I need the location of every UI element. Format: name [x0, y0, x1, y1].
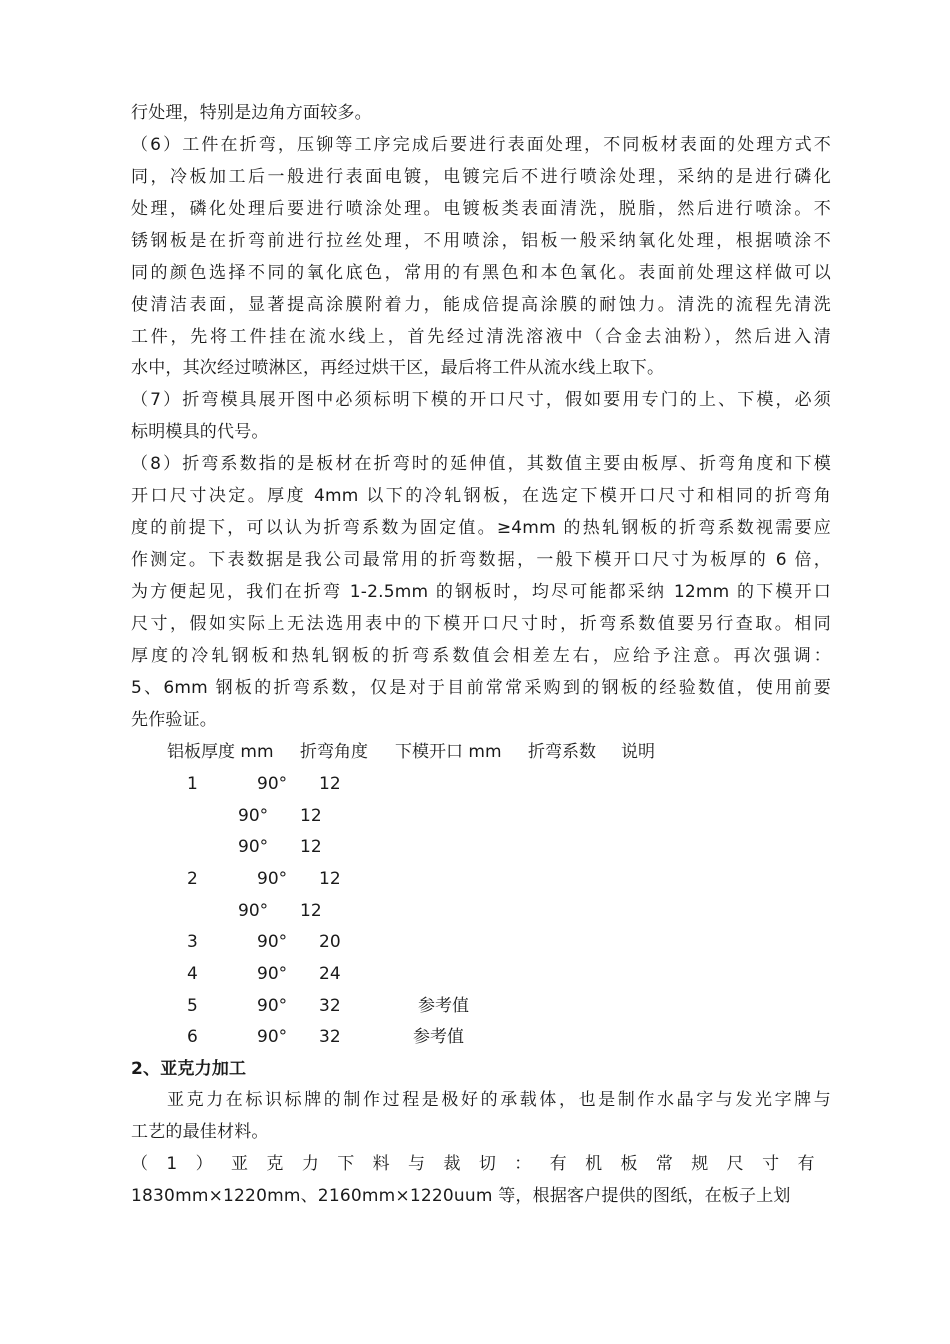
table-cell-thickness: 5: [187, 996, 198, 1016]
paragraph-8-line: 开口尺寸决定。厚度 4mm 以下的冷轧钢板，在选定下模开口尺寸和相同的折弯角: [131, 486, 831, 506]
table-cell-angle: 90°: [257, 774, 288, 794]
table-cell-opening: 12: [300, 837, 322, 857]
table-cell-opening: 12: [300, 901, 322, 921]
paragraph-8-line: 尺寸，假如实际上无法选用表中的下模开口尺寸时，折弯系数值要另行查取。相同: [131, 614, 831, 634]
table-cell-angle: 90°: [238, 806, 269, 826]
table-cell-thickness: 3: [187, 932, 198, 952]
table-cell-opening: 12: [319, 774, 341, 794]
table-cell-angle: 90°: [257, 964, 288, 984]
paragraph-6-line: （6）工件在折弯，压铆等工序完成后要进行表面处理，不同板材表面的处理方式不: [131, 135, 831, 155]
table-cell-angle: 90°: [257, 1027, 288, 1047]
table-cell-opening: 20: [319, 932, 341, 952]
table-cell-opening: 12: [300, 806, 322, 826]
paragraph-8-line: 厚度的冷轧钢板和热轧钢板的折弯系数值会相差左右，应给予注意。再次强调：: [131, 646, 831, 666]
table-cell-note: 参考值: [413, 1027, 464, 1047]
table-header: 下模开口 mm: [395, 742, 502, 762]
paragraph-7-line: （7）折弯模具展开图中必须标明下模的开口尺寸，假如要用专门的上、下模，必须: [131, 390, 831, 410]
table-cell-angle: 90°: [238, 837, 269, 857]
intro-line: 工艺的最佳材料。: [131, 1122, 269, 1142]
table-header: 说明: [621, 742, 655, 762]
paragraph-8-line: 先作验证。: [131, 710, 217, 730]
table-cell-thickness: 2: [187, 869, 198, 889]
paragraph-8-line: 度的前提下，可以认为折弯系数为固定值。≥4mm 的热轧钢板的折弯系数视需要应: [131, 518, 831, 538]
paragraph-6-line: 同，冷板加工后一般进行表面电镀，电镀完后不进行喷涂处理，采纳的是进行磷化: [131, 167, 831, 187]
paragraph-7-line: 标明模具的代号。: [131, 422, 269, 442]
table-header: 折弯系数: [528, 742, 596, 762]
table-cell-opening: 32: [319, 1027, 341, 1047]
paragraph-6-line: 同的颜色选择不同的氧化底色，常用的有黑色和本色氧化。表面前处理这样做可以: [131, 263, 831, 283]
paragraph-6-line: 处理，磷化处理后要进行喷涂处理。电镀板类表面清洗，脱脂，然后进行喷涂。不: [131, 199, 831, 219]
paragraph-8-line: 作测定。下表数据是我公司最常用的折弯数据，一般下模开口尺寸为板厚的 6 倍，: [131, 550, 831, 570]
section-heading: 2、亚克力加工: [131, 1059, 247, 1079]
paragraph-6-line: 水中，其次经过喷淋区，再经过烘干区，最后将工件从流水线上取下。: [131, 358, 665, 378]
paragraph-8-line: 5、6mm 钢板的折弯系数，仅是对于目前常常采购到的钢板的经验数值，使用前要: [131, 678, 831, 698]
table-cell-opening: 32: [319, 996, 341, 1016]
table-cell-thickness: 6: [187, 1027, 198, 1047]
table-cell-thickness: 4: [187, 964, 198, 984]
paragraph-8-line: 为方便起见，我们在折弯 1-2.5mm 的钢板时，均尽可能都采纳 12mm 的下模开口: [131, 582, 831, 602]
paragraph-6-line: 工件，先将工件挂在流水线上，首先经过清洗溶液中（合金去油粉），然后进入清: [131, 327, 831, 347]
table-cell-angle: 90°: [257, 932, 288, 952]
table-cell-angle: 90°: [257, 996, 288, 1016]
table-cell-angle: 90°: [238, 901, 269, 921]
table-header: 折弯角度: [300, 742, 368, 762]
paragraph-line: 行处理，特别是边角方面较多。: [131, 103, 372, 123]
table-cell-note: 参考值: [418, 996, 469, 1016]
acrylic-step-line: （1）亚克力下料与裁切：有机板常规尺寸有: [131, 1154, 831, 1174]
table-cell-thickness: 1: [187, 774, 198, 794]
table-header: 铝板厚度 mm: [167, 742, 274, 762]
table-cell-angle: 90°: [257, 869, 288, 889]
acrylic-step-line: 1830mm×1220mm、2160mm×1220uum 等，根据客户提供的图纸，在板子上划: [131, 1186, 791, 1206]
paragraph-8-line: （8）折弯系数指的是板材在折弯时的延伸值，其数值主要由板厚、折弯角度和下模: [131, 454, 831, 474]
table-cell-opening: 12: [319, 869, 341, 889]
intro-line: 亚克力在标识标牌的制作过程是极好的承载体，也是制作水晶字与发光字牌与: [167, 1090, 831, 1110]
paragraph-6-line: 锈钢板是在折弯前进行拉丝处理，不用喷涂，铝板一般采纳氧化处理，根据喷涂不: [131, 231, 831, 251]
paragraph-6-line: 使清洁表面，显著提高涂膜附着力，能成倍提高涂膜的耐蚀力。清洗的流程先清洗: [131, 295, 831, 315]
table-cell-opening: 24: [319, 964, 341, 984]
